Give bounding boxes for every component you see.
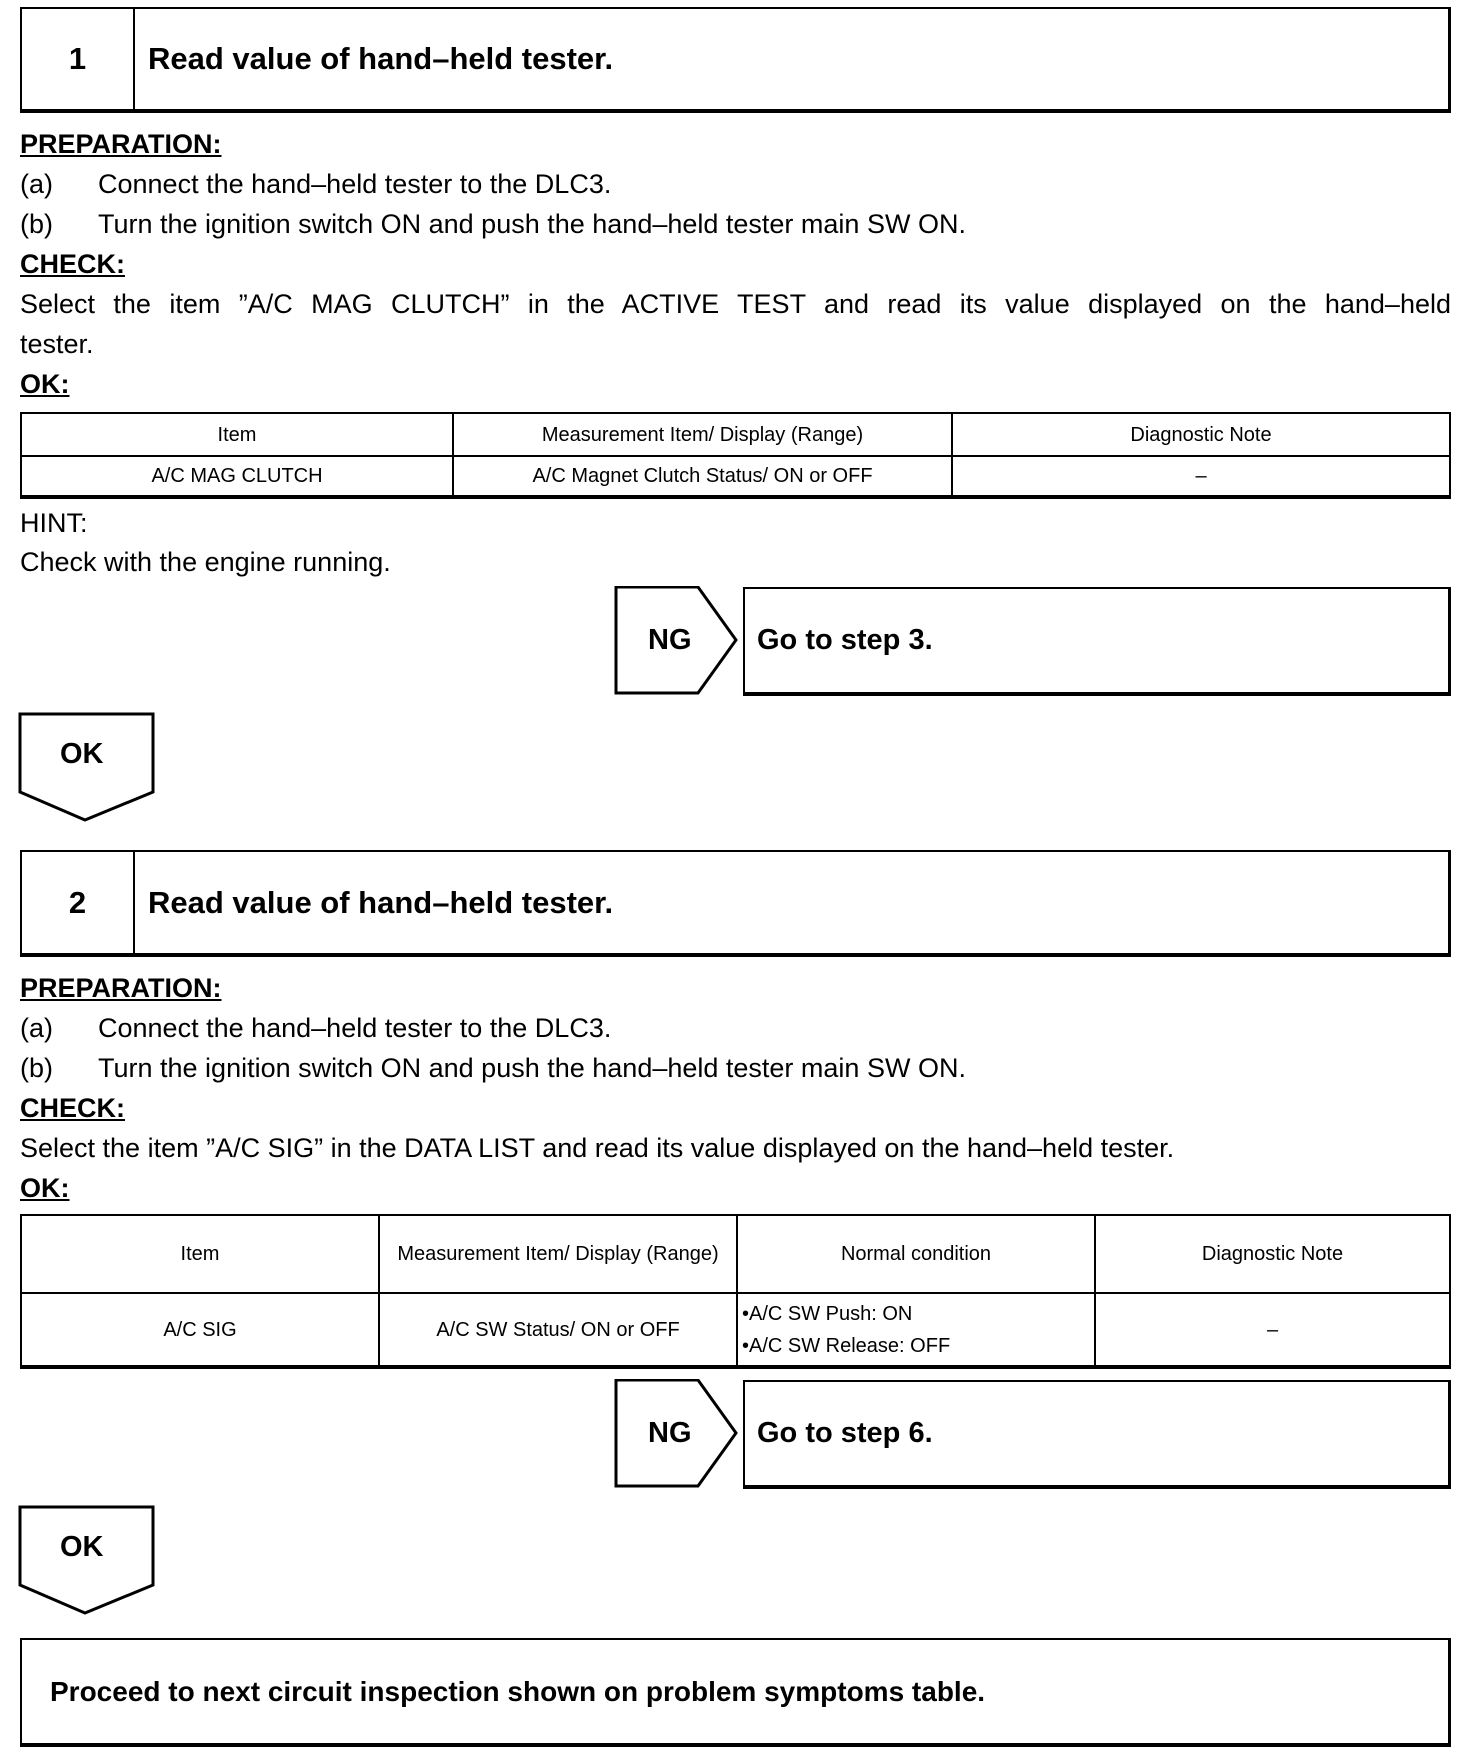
prep-item-a [20,169,612,199]
ok-label: OK: [20,1173,70,1203]
hint-label: HINT: [20,508,88,538]
step-title: Read value of hand–held tester. [148,884,614,920]
marker: (a) [20,1013,53,1043]
step-title: Read value of hand–held tester. [148,41,614,76]
cell-diagnostic-note: – [1095,1293,1450,1367]
prep-item-a [20,1013,612,1043]
prep-item-b [20,209,966,239]
step-2-header [20,850,1451,957]
ng-label: NG [648,1417,692,1449]
ng-action-box: Go to step 6. [743,1380,1451,1489]
check-text-line-1: Select the item ”A/C MAG CLUTCH” in the ACTIVE TEST and read its value displayed on the hand–held [20,289,1451,319]
cell-item: A/C SIG [21,1293,379,1367]
preparation-label: PREPARATION: [20,129,222,159]
final-instruction-box: Proceed to next circuit inspection shown on problem symptoms table. [20,1638,1451,1747]
ok-table-2 [20,1214,1451,1369]
prep-text: Connect the hand–held tester to the DLC3. [98,1013,612,1043]
ok-arrow-label: OK [60,738,104,770]
ng-label: NG [648,624,692,656]
ok-label: OK: [20,369,70,399]
cell-measurement: A/C Magnet Clutch Status/ ON or OFF [453,456,952,497]
header-measurement: Measurement Item/ Display (Range) [453,413,952,456]
header-item: Item [21,1215,379,1293]
ng-action-box: Go to step 3. [743,587,1451,696]
cell-normal-condition [737,1293,1095,1367]
step-number: 2 [22,852,135,953]
header-normal-condition: Normal condition [737,1215,1095,1293]
header-diagnostic-note: Diagnostic Note [1095,1215,1450,1293]
prep-item-b [20,1053,966,1083]
check-text-line-1: Select the item ”A/C SIG” in the DATA LIST and read its value displayed on the hand–held tester. [20,1133,1175,1163]
prep-text: Turn the ignition switch ON and push the hand–held tester main SW ON. [98,1053,966,1083]
marker: (a) [20,169,53,199]
cell-diagnostic-note: – [952,456,1450,497]
cell-measurement: A/C SW Status/ ON or OFF [379,1293,737,1367]
check-label: CHECK: [20,249,125,279]
marker: (b) [20,209,53,239]
marker: (b) [20,1053,53,1083]
step-number: 1 [22,9,135,109]
prep-text: Connect the hand–held tester to the DLC3. [98,169,612,199]
ok-table-1 [20,412,1451,499]
prep-text: Turn the ignition switch ON and push the hand–held tester main SW ON. [98,209,966,239]
ok-arrow-label: OK [60,1531,104,1563]
step-1-header [20,7,1451,113]
check-text-line-2: tester. [20,329,94,359]
condition-push: •A/C SW Push: ON [742,1302,913,1325]
cell-item: A/C MAG CLUTCH [21,456,453,497]
header-measurement: Measurement Item/ Display (Range) [379,1215,737,1293]
header-item: Item [21,413,453,456]
header-diagnostic-note: Diagnostic Note [952,413,1450,456]
condition-release: •A/C SW Release: OFF [742,1334,951,1357]
check-label: CHECK: [20,1093,125,1123]
preparation-label: PREPARATION: [20,973,222,1003]
hint-text: Check with the engine running. [20,547,391,577]
